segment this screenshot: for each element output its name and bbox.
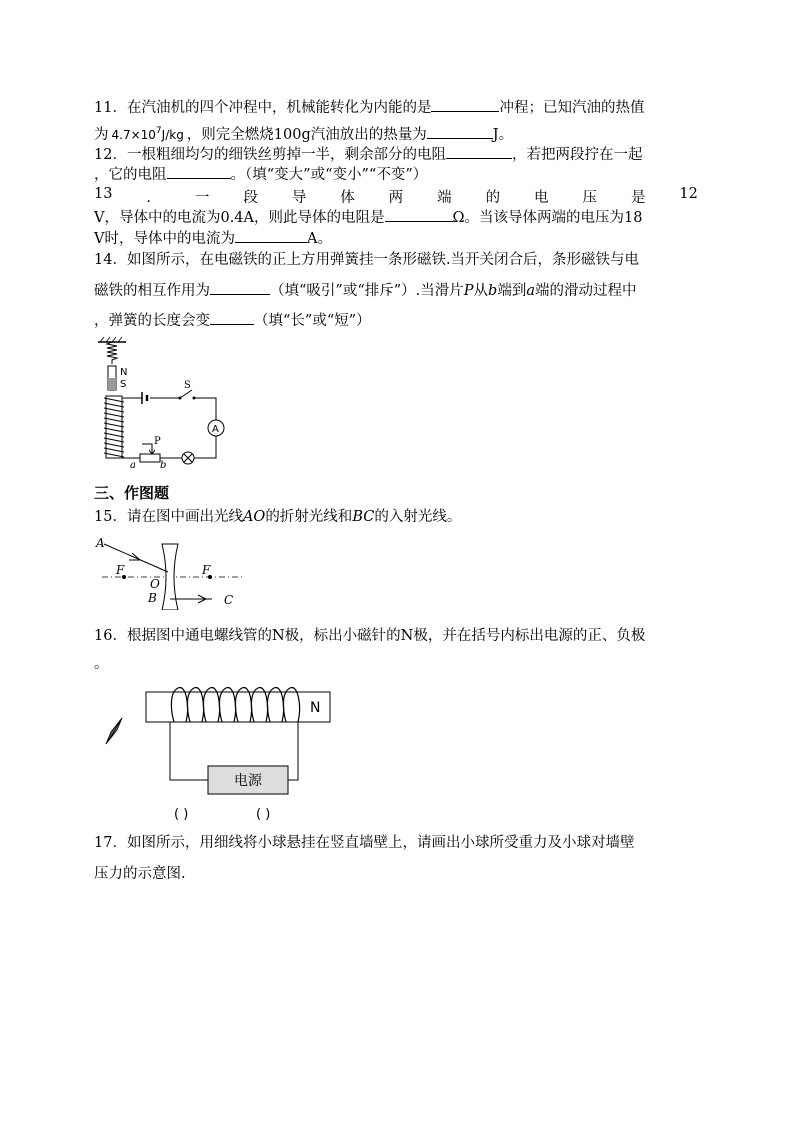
q12-text: 12．一根粗细均匀的细铁丝剪掉一半，剩余部分的电阻	[94, 147, 446, 163]
magnet-n-label: N	[120, 367, 128, 378]
q13-text: Ω。当该导体两端的电压为18	[452, 210, 643, 226]
q17-text: 17．如图所示，用细线将小球悬挂在竖直墙壁上，请画出小球所受重力及小球对墙壁	[94, 835, 635, 851]
q11-line2	[94, 121, 513, 145]
ray-ao-arrow	[129, 553, 140, 560]
end-b-label: b	[488, 283, 498, 299]
left-polarity-bracket[interactable]: ( )	[174, 807, 189, 822]
q13-char: 是	[630, 190, 646, 206]
magnet-s-label: S	[120, 379, 127, 390]
q11-blank2[interactable]	[427, 124, 493, 139]
q14-text: 端的滑动过程中	[534, 283, 637, 299]
q13-char: 一	[194, 190, 210, 206]
q11-blank1[interactable]	[431, 97, 499, 112]
solenoid-tube	[146, 692, 330, 722]
compass-needle[interactable]	[106, 718, 122, 744]
q13-char: 12	[679, 186, 698, 202]
switch-blade[interactable]	[180, 390, 192, 398]
q11-text: 11．在汽油机的四个冲程中，机械能转化为内能的是	[94, 100, 432, 116]
q13-line3	[94, 228, 332, 249]
left-wire	[170, 722, 208, 780]
q12-line1	[94, 144, 642, 165]
heat-value	[109, 128, 187, 142]
q11-text: J。	[492, 127, 514, 143]
q14-text: 磁铁的相互作用为	[94, 283, 210, 299]
heat-unit: J/kg	[161, 128, 184, 142]
rheostat	[140, 454, 160, 462]
q16-text: 。	[94, 656, 109, 672]
right-bottom-wire	[194, 436, 216, 458]
ray-ao-label: AO	[242, 509, 266, 525]
right-wire	[194, 398, 216, 420]
q16-line1	[94, 626, 645, 646]
q15-text: 的入射光线。	[374, 509, 462, 525]
q12-blank2[interactable]	[167, 164, 231, 179]
end-a-label: a	[526, 283, 535, 299]
rheostat-a-label: a	[130, 460, 136, 471]
rheostat-b-label: b	[160, 460, 167, 471]
q14-text: （填“吸引”或“排斥”）.当滑片	[270, 283, 464, 299]
q13-char: 压	[582, 190, 597, 206]
q14-text: 从	[473, 283, 489, 299]
heat-mantissa: 4.7×10	[111, 128, 156, 142]
heat-exponent: 7	[155, 126, 162, 136]
q13-text: A。	[306, 231, 332, 247]
q16-text: 16．根据图中通电螺线管的N极，标出小磁针的N极，并在括号内标出电源的正、负极	[94, 628, 646, 644]
q13-char: 两	[388, 190, 404, 206]
q12-blank1[interactable]	[446, 144, 512, 159]
bar-magnet-s-half	[108, 378, 116, 390]
q13-blank1[interactable]	[385, 207, 453, 222]
q14-line2	[94, 280, 636, 301]
q12-text: 。（填“变大”或“变小”“不变”）	[230, 167, 428, 183]
q14-blank2[interactable]	[210, 310, 254, 325]
q16-solenoid-figure	[92, 682, 342, 827]
spring	[107, 342, 117, 364]
q17-line2	[94, 864, 186, 884]
ammeter-label: A	[212, 424, 219, 435]
q13-line1	[94, 186, 698, 207]
focus-right-label: F	[202, 563, 211, 577]
q13-char: 端	[437, 190, 452, 206]
q14-line1	[94, 250, 639, 270]
q11-text: ，则完全燃烧100g汽油放出的热量为	[186, 127, 427, 143]
q17-text: 压力的示意图.	[94, 866, 186, 882]
right-polarity-bracket[interactable]: ( )	[256, 807, 271, 822]
q12-text: ，若把两段拧在一起	[511, 147, 643, 163]
switch-label: S	[184, 380, 191, 391]
q11-text: 冲程；已知汽油的热值	[499, 100, 645, 116]
power-source-label: 电源	[234, 773, 262, 789]
q15-text: 的折射光线和	[265, 509, 353, 525]
q12-line2	[94, 164, 427, 185]
q11-text: 为	[94, 127, 109, 143]
ray-bc-label: BC	[352, 509, 375, 525]
q13-char: 13	[94, 186, 113, 202]
q14-text: 14．如图所示，在电磁铁的正上方用弹簧挂一条形磁铁.当开关闭合后，条形磁铁与电	[94, 252, 640, 268]
q13-text: V时，导体中的电流为	[94, 231, 235, 247]
q13-char: 电	[534, 190, 549, 206]
slider-label: P	[154, 436, 161, 447]
q15-line	[94, 507, 461, 527]
q15-lens-figure	[92, 530, 252, 610]
q14-text: ，弹簧的长度会变	[94, 313, 210, 329]
focus-left-label: F	[116, 563, 125, 577]
q14-blank1[interactable]	[210, 280, 270, 295]
point-c-label: C	[224, 593, 234, 607]
q12-text: ，它的电阻	[94, 167, 167, 183]
q13-char: ．	[146, 190, 161, 206]
q13-char: 段	[243, 190, 258, 206]
slider-p-label: P	[463, 283, 474, 299]
q13-char: 导	[291, 190, 307, 206]
incident-ray-ao	[104, 544, 168, 572]
solenoid-n-label: N	[310, 700, 321, 716]
point-b-label: B	[148, 591, 157, 605]
point-a-label: A	[96, 536, 105, 550]
q14-line3	[94, 310, 371, 331]
q13-text: V，导体中的电流为0.4A，则此导体的电阻是	[94, 210, 385, 226]
right-wire	[288, 722, 298, 780]
q17-line1	[94, 833, 634, 853]
q13-char: 的	[485, 190, 501, 206]
q16-line2	[94, 654, 109, 674]
q15-text: 15．请在图中画出光线	[94, 509, 243, 525]
q13-char: 体	[340, 190, 355, 206]
q14-text: 端到	[497, 283, 527, 299]
q11-line1	[94, 97, 644, 118]
q13-blank2[interactable]	[235, 228, 307, 243]
q13-line2	[94, 207, 643, 228]
q14-text: （填“长”或“短”）	[254, 313, 371, 329]
concave-lens	[162, 544, 178, 610]
point-o-label: O	[150, 577, 160, 591]
q14-electromagnet-figure	[92, 336, 232, 472]
section-heading: 三、作图题	[94, 484, 170, 502]
